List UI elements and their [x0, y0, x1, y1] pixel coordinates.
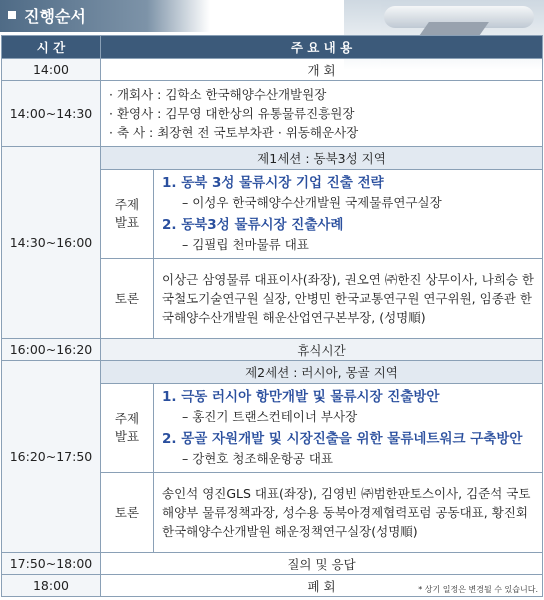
time-cell: 18:00 — [2, 575, 101, 597]
welcome-speech-line: · 환영사 : 김무영 대한상의 유통물류진흥원장 — [109, 106, 355, 121]
schedule-table — [1, 35, 543, 597]
closing-cell: 폐 회 — [101, 575, 543, 597]
session-2-topic-2: 2. 몽골 자원개발 및 시장진출을 위한 물류네트워크 구축방안 — [162, 431, 523, 447]
session-1-topic-2: 2. 동북3성 물류시장 진출사례 — [162, 217, 344, 233]
session-2-speaker-2: – 강현호 청조해운항공 대표 — [182, 451, 333, 466]
session-1-presentations — [154, 170, 543, 259]
column-header-content: 주 요 내 용 — [101, 36, 543, 59]
discussion-label: 토론 — [101, 259, 154, 339]
time-cell: 17:50~18:00 — [2, 553, 101, 575]
session-2-discussion: 송인석 영진GLS 대표(좌장), 김영빈 ㈜범한판토스이사, 김준석 국토해양부 물류정책과장, 성수용 동북아경제협력포럼 공동대표, 황진회 한국해양수산개발원 해운정책연구실장(성명順) — [154, 473, 543, 553]
column-header-time: 시 간 — [2, 36, 101, 59]
break-cell: 휴식시간 — [101, 339, 543, 361]
time-cell: 16:20~17:50 — [2, 361, 101, 553]
session-1-title: 제1세션 : 동북3성 지역 — [101, 147, 543, 170]
session-2-title: 제2세션 : 러시아, 몽골 지역 — [101, 361, 543, 384]
time-cell: 14:00 — [2, 59, 101, 81]
bullet-icon — [8, 11, 16, 19]
discussion-label: 토론 — [101, 473, 154, 553]
session-1-discussion: 이상근 삼영물류 대표이사(좌장), 권오연 ㈜한진 상무이사, 나희승 한국철도기술연구원 실장, 안병민 한국교통연구원 연구위원, 임종관 한국해양수산개발원 해운산업연구본부장, (성명順) — [154, 259, 543, 339]
time-cell: 14:30~16:00 — [2, 147, 101, 339]
time-cell: 14:00~14:30 — [2, 81, 101, 147]
session-1-topic-1: 1. 동북 3성 물류시장 기업 진출 전략 — [162, 175, 384, 191]
congratulatory-speech-line: · 축 사 : 최장현 전 국토부차관 · 위동해운사장 — [109, 125, 359, 140]
session-2-presentations — [154, 384, 543, 473]
qa-cell: 질의 및 응답 — [101, 553, 543, 575]
page-title: 진행순서 — [24, 7, 86, 26]
session-2-speaker-1: – 홍진기 트랜스컨테이너 부사장 — [182, 409, 358, 424]
opening-cell: 개 회 — [101, 59, 543, 81]
section-header — [0, 0, 210, 32]
session-1-speaker-2: – 김필립 천마물류 대표 — [182, 237, 309, 252]
opening-speech-line: · 개회사 : 김학소 한국해양수산개발원장 — [109, 87, 327, 102]
session-1-speaker-1: – 이성우 한국해양수산개발원 국제물류연구실장 — [182, 195, 442, 210]
presentation-label: 주제 발표 — [101, 170, 154, 259]
greetings-cell — [101, 81, 543, 147]
footnote: * 상기 일정은 변경될 수 있습니다. — [418, 585, 538, 594]
session-2-topic-1: 1. 극동 러시아 항만개발 및 물류시장 진출방안 — [162, 389, 440, 405]
time-cell: 16:00~16:20 — [2, 339, 101, 361]
presentation-label: 주제 발표 — [101, 384, 154, 473]
